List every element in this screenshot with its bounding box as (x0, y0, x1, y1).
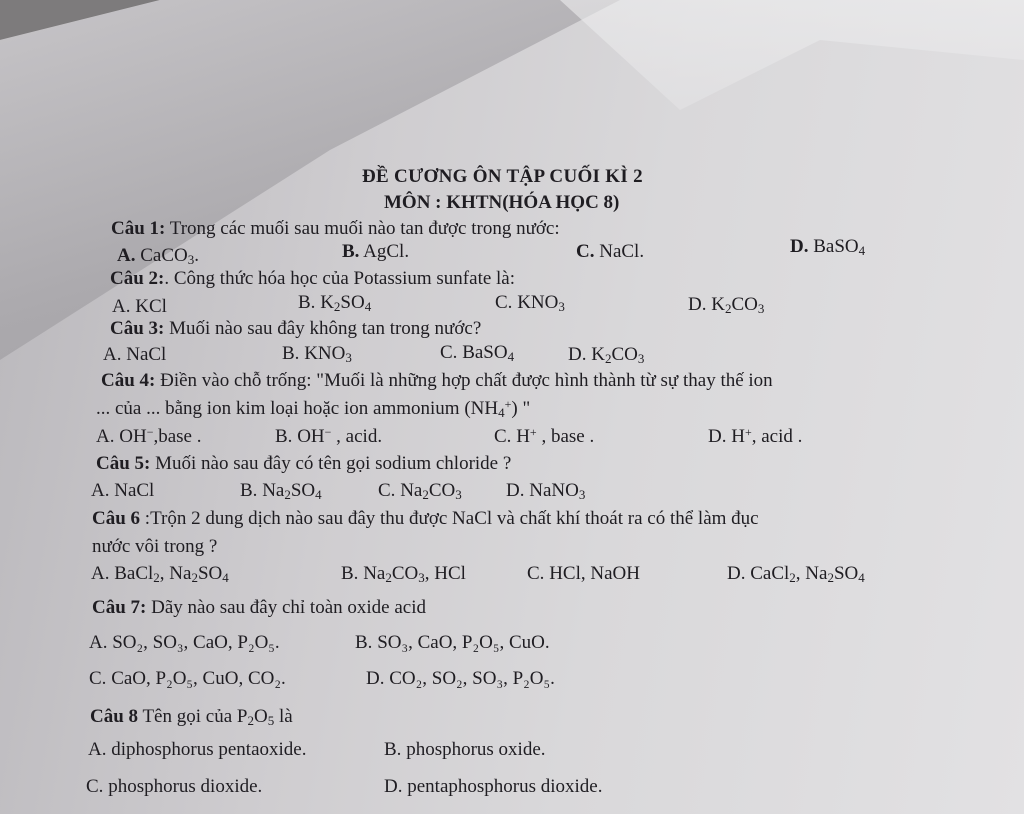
q7-option-d: D. CO₂, SO₂, SO₃, P₂O₅. (366, 668, 555, 689)
document-subject: MÔN : KHTN(HÓA HỌC 8) (384, 192, 620, 213)
question-4-line-2: ... của ... bằng ion kim loại hoặc ion ammonium $(NH_4^+)$ " (96, 397, 531, 420)
q6-option-d: D. CaCl$_2$, $Na_2SO_4$ (727, 563, 865, 585)
question-3 (110, 318, 481, 340)
question-label: Câu 1: (111, 218, 166, 239)
question-6-line-2: nước vôi trong ? (92, 536, 218, 557)
question-text: Muối nào sau đây có tên gọi sodium chloride ? (155, 453, 512, 474)
q5-option-d: D. NaNO$_3$ (506, 480, 586, 502)
q2-option-b: B. $K_2SO_4$ (298, 292, 372, 314)
question-text: Điền vào chỗ trống: "Muối là những hợp chất được hình thành từ sự thay thế ion (160, 370, 773, 391)
question-text: . Công thức hóa học của Potassium sunfate là: (164, 268, 516, 289)
question-text: :Trộn 2 dung dịch nào sau đây thu được NaCl và chất khí thoát ra có thể làm đục (144, 508, 759, 529)
q2-option-a: A. KCl (112, 296, 167, 317)
question-text: Tên gọi của $P_2O_5$ là (138, 706, 293, 728)
question-1 (111, 218, 560, 240)
question-6 (92, 508, 759, 530)
question-label: Câu 8 (90, 706, 139, 727)
question-text: Trong các muối sau muối nào tan được trong nước: (169, 218, 560, 239)
q6-option-c: C. HCl, NaOH (527, 563, 640, 584)
q3-option-a: A. NaCl (103, 344, 167, 365)
q8-option-b: B. phosphorus oxide. (384, 739, 546, 760)
q4-option-b: B. OH− , acid. (275, 425, 383, 447)
question-label: Câu 3: (110, 318, 165, 339)
q1-option-d: D. BaSO$_4$ (790, 236, 866, 258)
q3-option-c: C. BaSO$_4$ (440, 342, 515, 364)
q7-option-c: C. CaO, P₂O₅, CuO, CO₂. (89, 668, 286, 689)
q1-option-a: A. CaCO$_3$. (117, 245, 199, 267)
question-text: Dãy nào sau đây chỉ toàn oxide acid (151, 597, 427, 618)
question-text: Muối nào sau đây không tan trong nước? (169, 318, 482, 339)
q7-option-a: A. SO₂, SO₃, CaO, P₂O₅. (89, 632, 280, 653)
q2-option-c: C. $KNO_3$ (495, 292, 565, 314)
question-8 (90, 706, 293, 728)
question-5 (96, 453, 511, 475)
question-label: Câu 7: (92, 597, 147, 618)
q5-option-c: C. $Na_2CO_3$ (378, 480, 462, 502)
question-label: Câu 2: (110, 268, 165, 289)
q8-option-d: D. pentaphosphorus dioxide. (384, 776, 603, 797)
document-title: ĐỀ CƯƠNG ÔN TẬP CUỐI KÌ 2 (362, 166, 643, 187)
question-label: Câu 4: (101, 370, 156, 391)
q1-option-c: C. NaCl. (576, 241, 645, 262)
q5-option-a: A. NaCl (91, 480, 155, 501)
q3-option-d: D. $K_2CO_3$ (568, 344, 645, 366)
q4-option-a: A. OH−,base . (96, 425, 202, 447)
question-7 (92, 597, 426, 619)
q8-option-c: C. phosphorus dioxide. (86, 776, 263, 797)
q6-option-a: A. BaCl$_2$, $Na_2SO_4$ (91, 563, 229, 585)
question-label: Câu 6 (92, 508, 141, 529)
q5-option-b: B. $Na_2SO_4$ (240, 480, 322, 502)
q3-option-b: B. $KNO_3$ (282, 343, 352, 365)
question-label: Câu 5: (96, 453, 151, 474)
q1-option-b: B. AgCl. (342, 241, 410, 262)
q6-option-b: B. $Na_2CO_3$, HCl (341, 563, 466, 585)
q4-option-c: C. H+ , base . (494, 425, 595, 447)
q2-option-d: D. $K_2CO_3$ (688, 294, 765, 316)
q4-option-d: D. H+, acid . (708, 425, 803, 447)
q8-option-a: A. diphosphorus pentaoxide. (88, 739, 307, 760)
q7-option-b: B. SO₃, CaO, P₂O₅, CuO. (355, 632, 550, 653)
question-2 (110, 268, 515, 290)
question-4 (101, 370, 773, 392)
